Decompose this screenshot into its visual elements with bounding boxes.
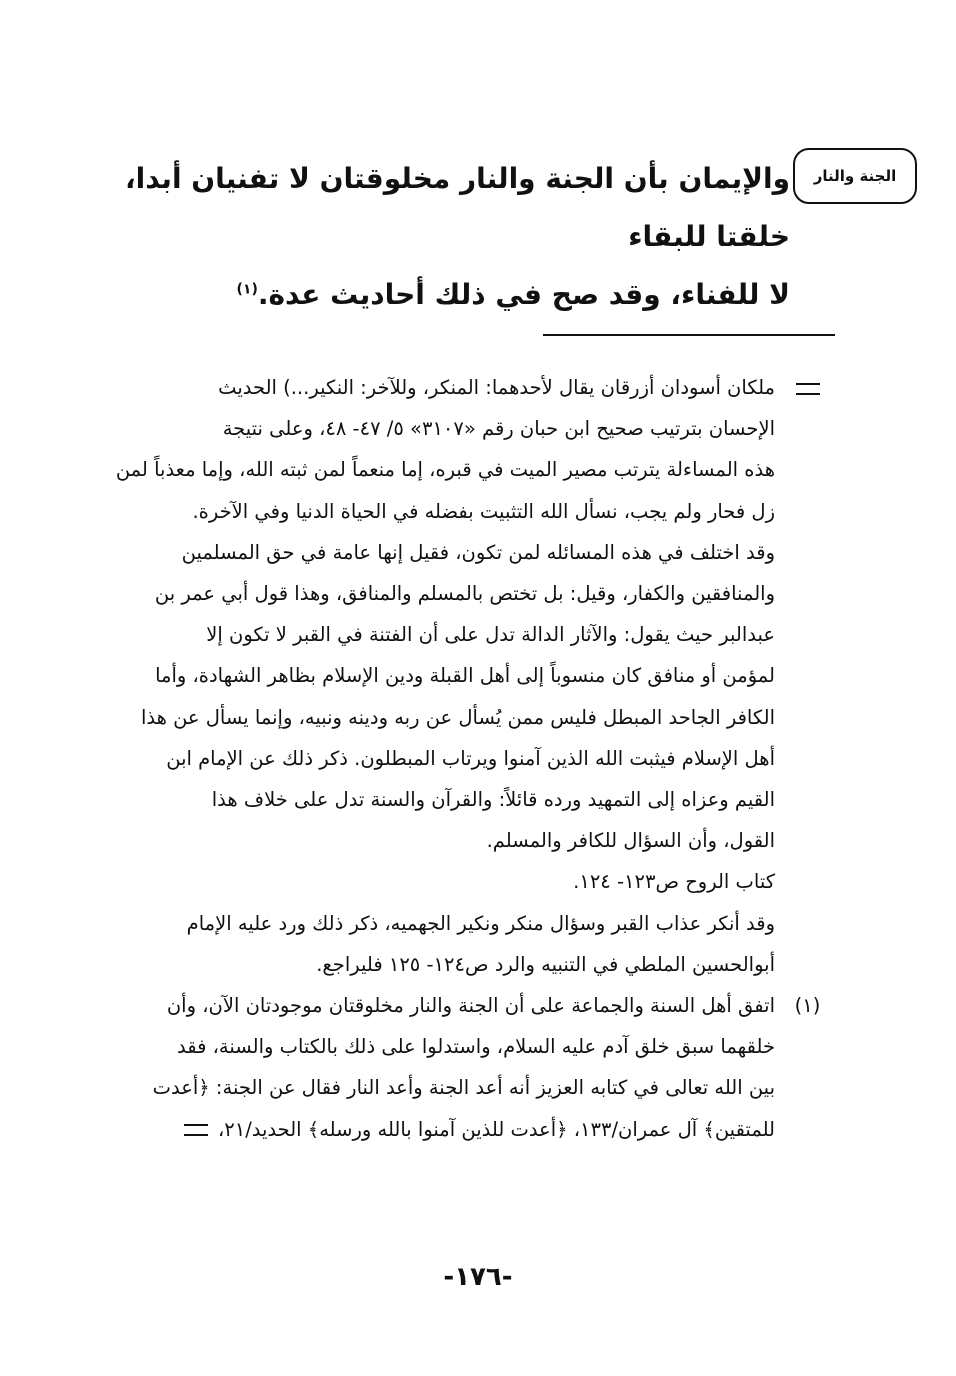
footnote-line: لمؤمن أو منافق كان منسوباً إلى أهل القبلة ودين الإسلام بظاهر الشهادة، وأما [155, 664, 775, 688]
equals-mark-icon [796, 383, 820, 395]
footnote-line: أهل الإسلام فيثبت الله الذين آمنوا ويرتاب المبطلون. ذكر ذلك عن الإمام ابن [166, 746, 775, 770]
side-label-text: الجنة والنار [813, 167, 897, 185]
footnotes-section [100, 367, 840, 1150]
footnote-line: والمنافقين والكفار، وقيل: بل تختص بالمسلم والمنافق، وهذا قول أبي عمر بن [154, 582, 775, 606]
footnote-divider [543, 334, 835, 336]
footnote-line-text: ملكان أسودان أزرقان يقال لأحدهما: المنكر، وللآخر: النكير...) الحديث [218, 376, 775, 399]
footnote-line [100, 367, 840, 408]
footnote-line: بين الله تعالى في كتابه العزيز أنه أعد الجنة وأعد النار فقال عن الجنة: ﴿أعدت [152, 1076, 775, 1100]
main-paragraph [100, 150, 790, 324]
footnote-line: زل فحار ولم يجب، نسأل الله التثبيت بفضله في الحياة الدنيا وفي الآخرة. [192, 499, 775, 523]
continuation-marker [775, 367, 840, 408]
footnote-line: الإحسان بترتيب صحيح ابن حبان رقم «٣١٠٧» ٥/ ٤٧- ٤٨، وعلى نتيجة [222, 417, 775, 441]
footnote-line: القيم وعزاه إلى التمهيد ورده قائلاً: والقرآن والسنة تدل على خلاف هذا [211, 788, 775, 812]
footnote-line: أبوالحسين الملطي في التنبيه والرد ص١٢٤- ١٢٥ فليراجع. [316, 952, 775, 976]
footnote-line: وقد أنكر عذاب القبر وسؤال منكر ونكير الجهميه، ذكر ذلك ورد عليه الإمام [186, 911, 775, 935]
page-number: -١٧٦- [443, 1262, 513, 1292]
main-line-2-text: لا للفناء، وقد صح في ذلك أحاديث عدة. [257, 278, 790, 311]
footnote-line-text: للمتقين﴾ آل عمران/١٣٣، ﴿أعدت للذين آمنوا بالله ورسله﴾ الحديد/٢١، [217, 1117, 775, 1141]
side-label-box [793, 148, 917, 204]
footnote-line: عبدالبر حيث يقول: والآثار الدالة تدل على أن الفتنة في القبر لا تكون إلا [206, 623, 775, 647]
footnote-line: القول، وأن السؤال للكافر والمسلم. [486, 829, 775, 853]
footnote-line [100, 985, 840, 1026]
footnote-ref: (١) [236, 281, 258, 298]
equals-mark-icon [184, 1124, 208, 1136]
footnote-line: وقد اختلف في هذه المسائله لمن تكون، فقيل إنها عامة في حق المسلمين [181, 540, 775, 564]
footnote-line: هذه المساءلة يترتب مصير الميت في قبره، إما منعماً لمن ثبته الله، وإما معذباً لمن [115, 458, 775, 482]
main-line-1: والإيمان بأن الجنة والنار مخلوقتان لا تفنيان أبدا، خلقتا للبقاء [125, 162, 790, 253]
footnote-line: الكافر الجاحد المبطل فليس ممن يُسأل عن ربه ودينه ونبيه، وإنما يسأل عن هذا [140, 705, 775, 729]
footnote-line-text: اتفق أهل السنة والجماعة على أن الجنة والنار مخلوقتان موجودتان الآن، وأن [166, 994, 775, 1018]
footnote-number: (١) [794, 994, 821, 1018]
footnote-line [100, 1109, 840, 1150]
footnote-line: خلقهما سبق خلق آدم عليه السلام، واستدلوا على ذلك بالكتاب والسنة، فقد [177, 1035, 775, 1059]
footnote-line: كتاب الروح ص١٢٣- ١٢٤. [573, 870, 775, 894]
main-line-2 [100, 266, 790, 324]
